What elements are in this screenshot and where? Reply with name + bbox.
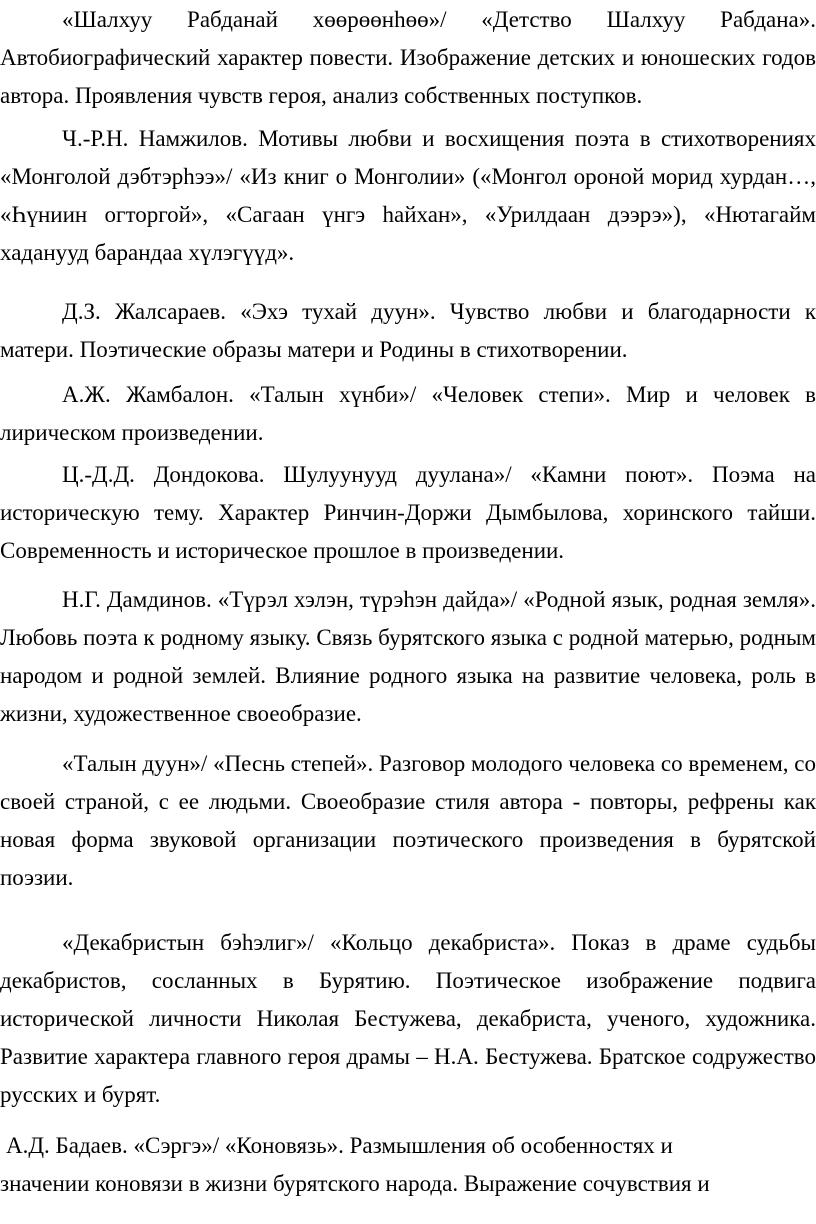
paragraph-badaev: А.Д. Бадаев. «Сэргэ»/ «Коновязь». Размышления об особенностях и значении коновязи в жизни бурятского народа. Выражение сочувствия и	[0, 1133, 710, 1196]
paragraph-zhambalon: А.Ж. Жамбалон. «Талын хүнби»/ «Человек степи». Мир и человек в лирическом произведении.	[0, 382, 816, 445]
paragraph-dondokova: Ц.-Д.Д. Дондокова. Шулуунууд дуулана»/ «Камни поют». Поэма на историческую тему. Характер Ринчин-Доржи Дымбылова, хоринского тайши. Современность и историческое прошлое в произведении.	[0, 462, 816, 563]
paragraph-damdinov: Н.Г. Дамдинов. «Түрэл хэлэн, түрэһэн дайда»/ «Родной язык, родная земля». Любовь поэта к родному языку. Связь бурятского языка с родной матерью, родным народом и родной землей. Влияние родного языка на развитие человека, роль в жизни, художественное своеобразие.	[0, 587, 816, 726]
paragraph-talyn-duun: «Талын дуун»/ «Песнь степей». Разговор молодого человека со временем, со своей страной, с ее людьми. Своеобразие стиля автора - повторы, рефрены как новая форма звуковой организации поэтического произведения в бурятской поэзии.	[0, 751, 816, 890]
paragraph-shalkhuu-rabdan: «Шалхуу Рабданай хөөрөөнһөө»/ «Детство Шалхуу Рабдана». Автобиографический характер повести. Изображение детских и юношеских годов автора. Проявления чувств героя, анализ собственных поступков.	[0, 7, 816, 108]
paragraph-dekabristyn-behelig: «Декабристын бэһэлиг»/ «Кольцо декабриста». Показ в драме судьбы декабристов, сосланных в Бурятию. Поэтическое изображение подвига исторической личности Николая Бестужева, декабриста, ученого, художника. Развитие характера главного героя драмы – Н.А. Бестужева. Братское содружество русских и бурят.	[0, 930, 816, 1107]
paragraph-namzhilov: Ч.-Р.Н. Намжилов. Мотивы любви и восхищения поэта в стихотворениях «Монголой дэбтэрһээ»/ «Из книг о Монголии» («Монгол ороной морид хурдан…, «Һүниин огторгой», «Сагаан үнгэ һайхан», «Урилдаан дээрэ»), «Нютагайм хаданууд барандаа хүлэгүүд».	[0, 126, 816, 265]
paragraph-zhalsaraev: Д.З. Жалсараев. «Эхэ тухай дуун». Чувство любви и благодарности к матери. Поэтические образы матери и Родины в стихотворении.	[0, 299, 816, 362]
